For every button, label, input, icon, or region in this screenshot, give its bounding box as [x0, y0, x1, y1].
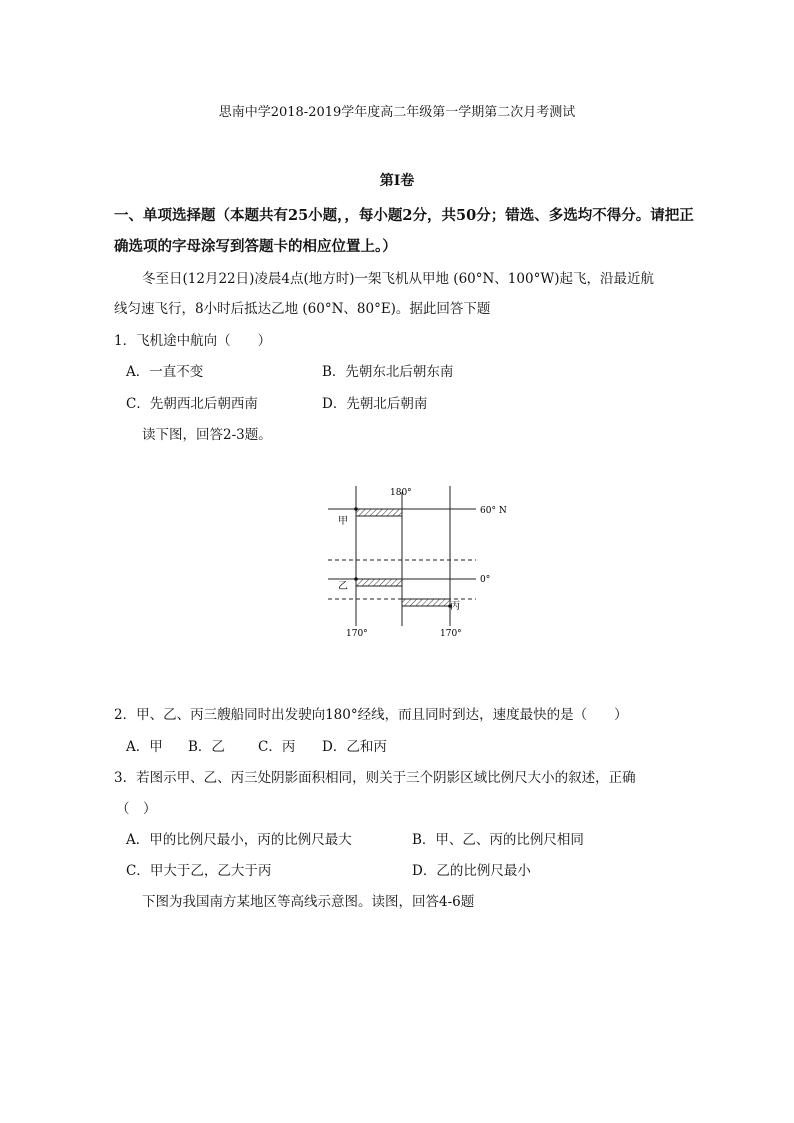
- volume-heading: 第Ⅰ卷: [379, 173, 415, 189]
- question-3-option-c: C．甲大于乙，乙大于丙: [126, 863, 272, 879]
- shaded-area-jia: [356, 509, 402, 516]
- contour-map-instruction: 下图为我国南方某地区等高线示意图。读图，回答4-6题: [142, 894, 475, 910]
- point-yi: [354, 577, 358, 581]
- intro-paragraph-line1: 冬至日(12月22日)凌晨4点(地方时)一架飞机从甲地 (60°N、100°W)起飞，沿最近航: [142, 271, 654, 287]
- intro-paragraph-line2: 线匀速飞行，8小时后抵达乙地 (60°N、80°E)。据此回答下题: [114, 301, 491, 317]
- question-1-stem: 1．飞机途中航向（ ）: [114, 333, 272, 349]
- label-60n: 60° N: [480, 506, 507, 516]
- label-bing: 丙: [450, 601, 460, 612]
- question-1-option-d: D．先朝北后朝南: [322, 396, 428, 412]
- label-0: 0°: [480, 575, 491, 585]
- section-instruction-line1: 一、单项选择题（本题共有25小题，，每小题2分，共50分；错选、多选均不得分。请把正: [114, 207, 694, 224]
- section-instruction-line2: 确选项的字母涂写到答题卡的相应位置上。）: [114, 238, 397, 255]
- question-1-option-b: B．先朝东北后朝东南: [322, 364, 454, 380]
- read-figure-instruction: 读下图，回答2-3题。: [142, 427, 272, 443]
- label-jia: 甲: [338, 516, 348, 527]
- shaded-area-bing: [402, 599, 450, 606]
- exam-title: 思南中学2018-2019学年度高二年级第一学期第二次月考测试: [218, 105, 576, 120]
- point-jia: [354, 507, 358, 511]
- question-2-option-a: A．甲: [126, 739, 163, 755]
- label-170-right: 170°: [440, 629, 462, 639]
- label-yi: 乙: [338, 581, 348, 592]
- question-1-option-c: C．先朝西北后朝西南: [126, 396, 258, 412]
- label-170-left: 170°: [346, 629, 368, 639]
- label-180: 180°: [390, 488, 412, 498]
- question-3-stem-line1: 3．若图示甲、乙、丙三处阴影面积相同，则关于三个阴影区域比例尺大小的叙述，正确: [114, 770, 636, 786]
- question-2-option-c: C．丙: [258, 739, 296, 755]
- question-3-stem-line2: （ ）: [116, 801, 157, 817]
- question-3-option-a: A．甲的比例尺最小，丙的比例尺最大: [126, 832, 352, 848]
- question-2-stem: 2．甲、乙、丙三艘船同时出发驶向180°经线，而且同时到达，速度最快的是（ ）: [114, 707, 628, 723]
- question-3-option-d: D．乙的比例尺最小: [412, 863, 531, 879]
- shaded-area-yi: [356, 579, 402, 586]
- question-1-option-a: A．一直不变: [126, 364, 204, 380]
- question-2-option-b: B．乙: [188, 739, 225, 755]
- question-3-option-b: B．甲、乙、丙的比例尺相同: [412, 832, 584, 848]
- longitude-diagram: [300, 478, 540, 648]
- question-2-option-d: D．乙和丙: [322, 739, 387, 755]
